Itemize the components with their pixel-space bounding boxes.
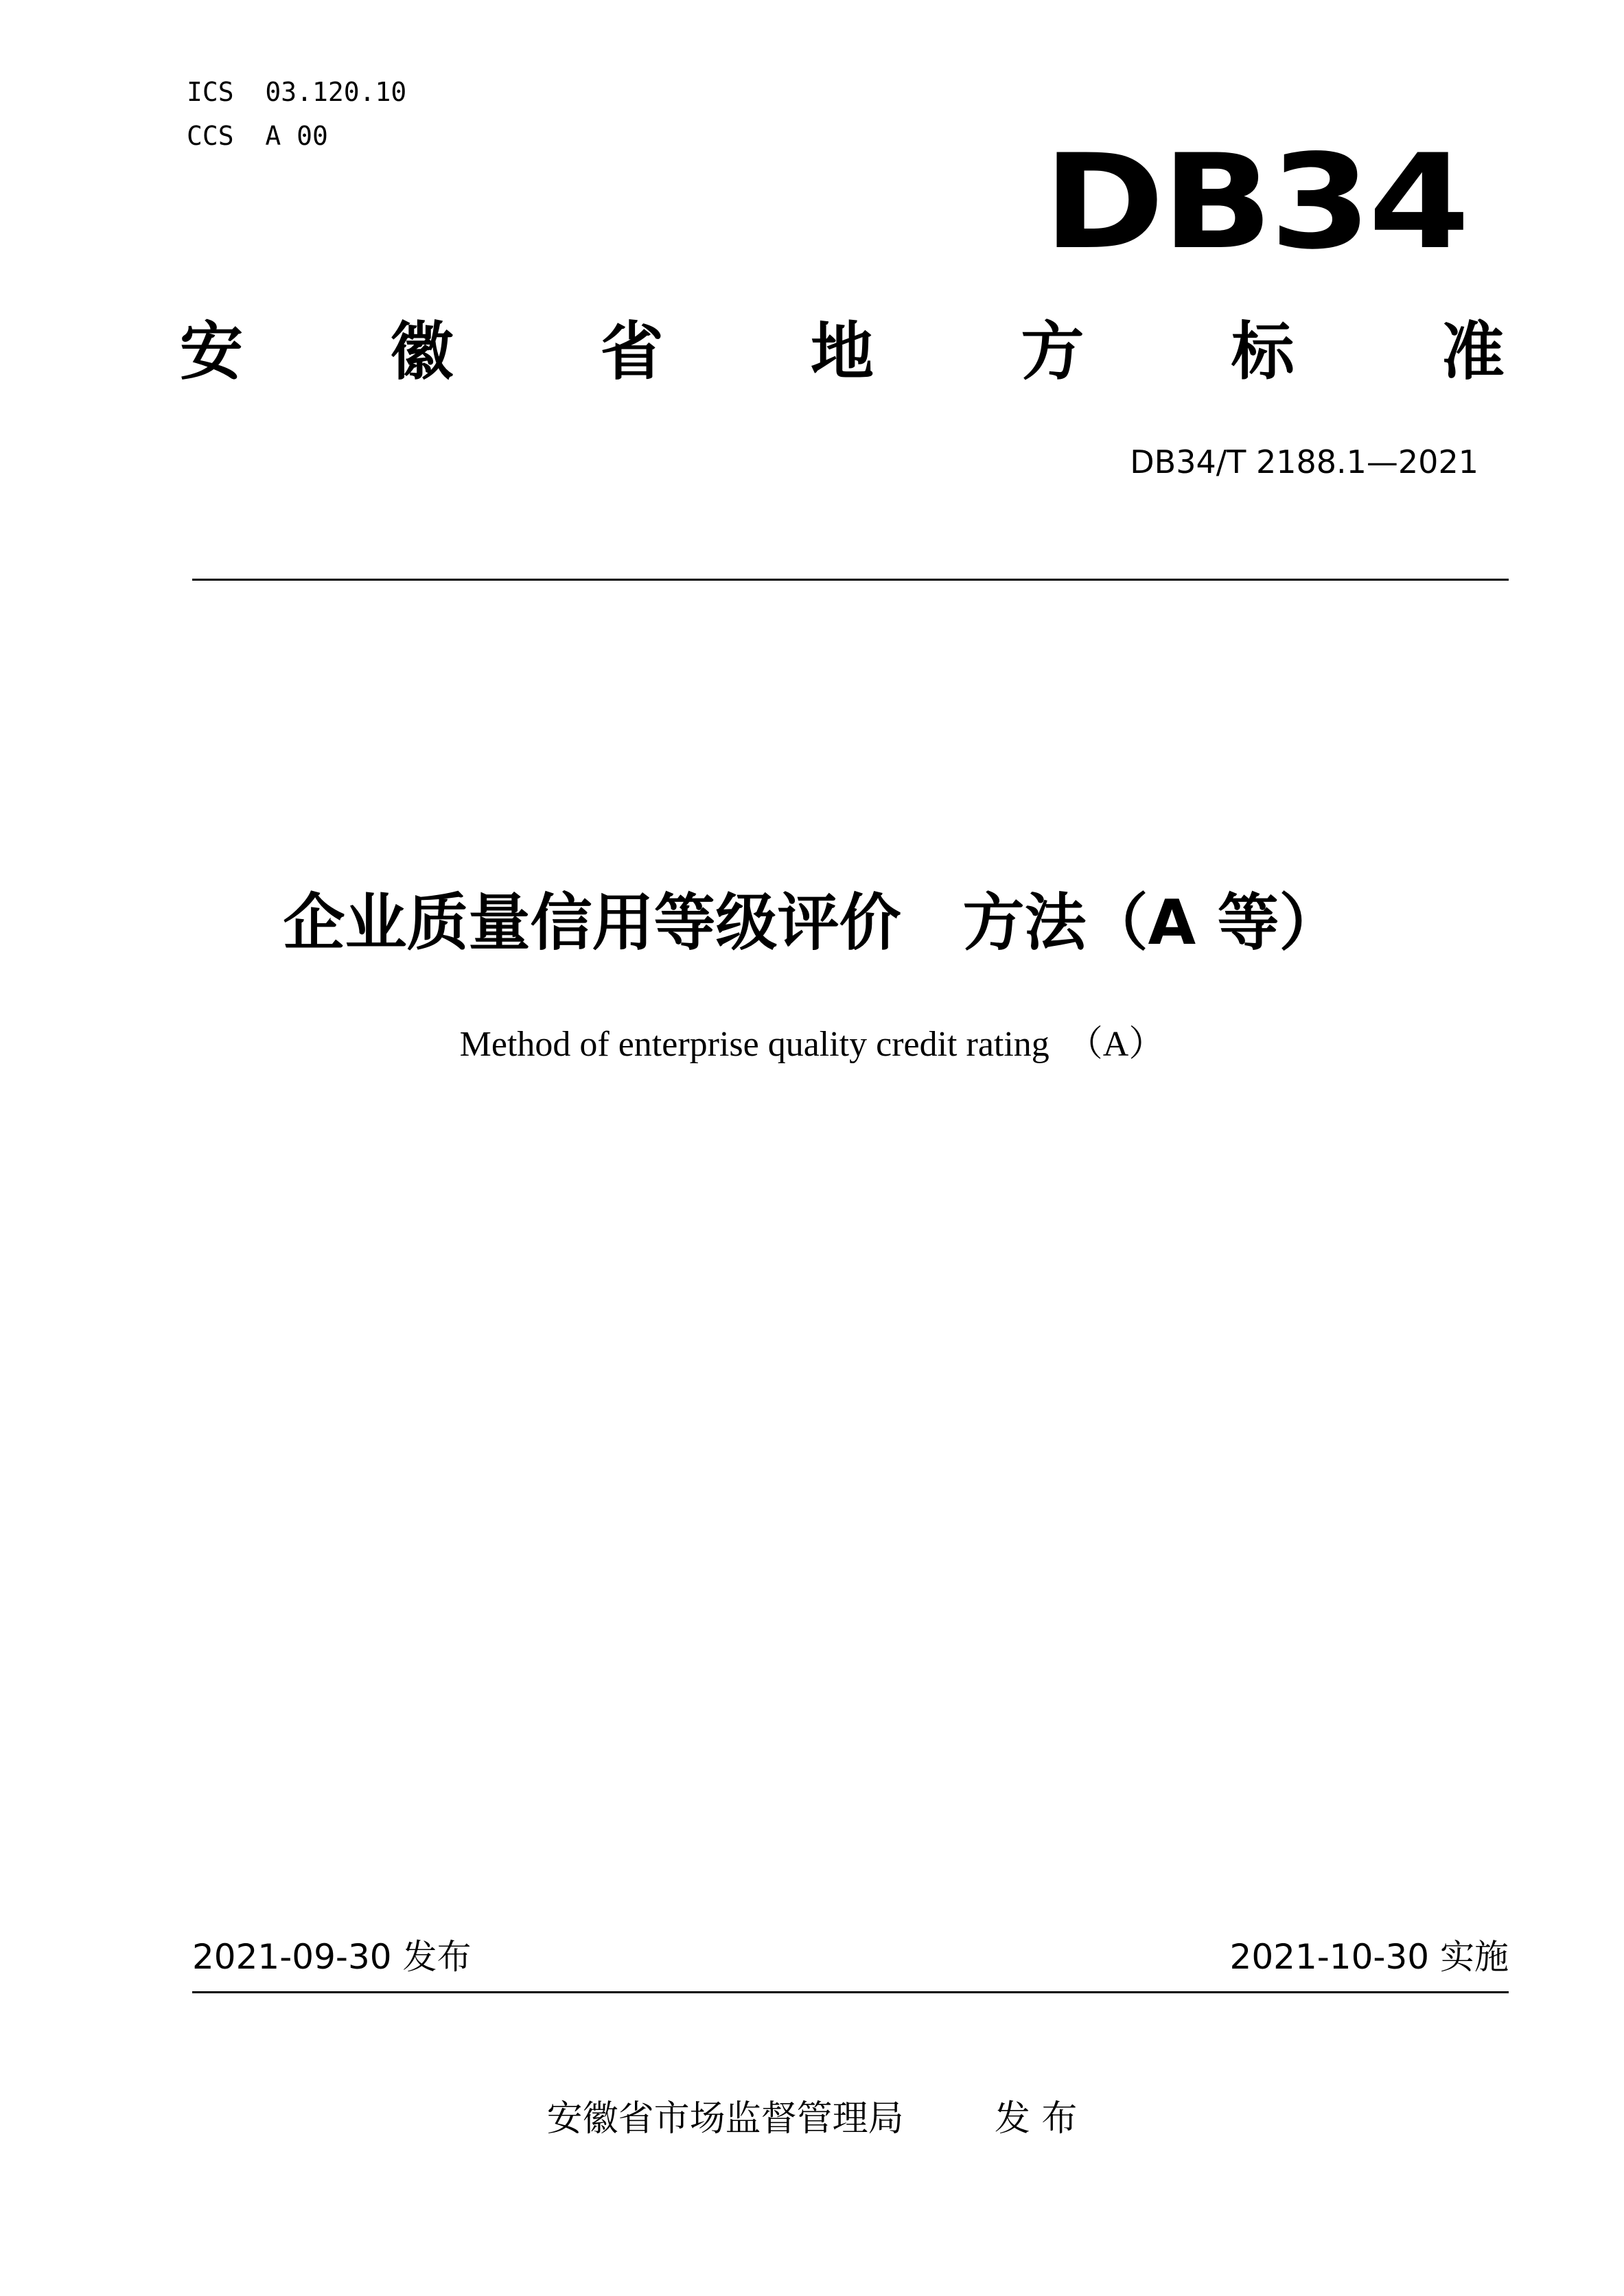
footer-divider (192, 1991, 1509, 1993)
publisher-action: 发 布 (994, 2098, 1078, 2140)
publisher-line (0, 2097, 1624, 2141)
standard-type-char: 方 (1021, 315, 1084, 389)
publisher-gap (904, 2098, 995, 2140)
standard-type-char: 准 (1441, 315, 1505, 389)
issue-date: 2021-09-30 发布 (192, 1937, 472, 1977)
standard-type-char: 地 (810, 315, 874, 389)
header-divider (192, 579, 1509, 581)
document-title-chinese: 企业质量信用等级评价 方法（A 等） (283, 887, 1341, 959)
ccs-code: CCS A 00 (187, 121, 328, 151)
publisher-name: 安徽省市场监督管理局 (546, 2098, 904, 2140)
implementation-date: 2021-10-30 实施 (1229, 1937, 1509, 1977)
standard-type-char: 安 (180, 315, 244, 389)
standard-type-char: 标 (1231, 315, 1295, 389)
standard-type-char: 徽 (390, 315, 454, 389)
document-title-english: Method of enterprise quality credit rating （A） (459, 1025, 1165, 1064)
standard-type-heading (180, 314, 1505, 390)
standard-type-char: 省 (600, 315, 664, 389)
standard-number: DB34/T 2188.1—2021 (1130, 443, 1478, 480)
db34-logo: DB34 (1043, 126, 1468, 278)
ics-code: ICS 03.120.10 (187, 77, 407, 107)
